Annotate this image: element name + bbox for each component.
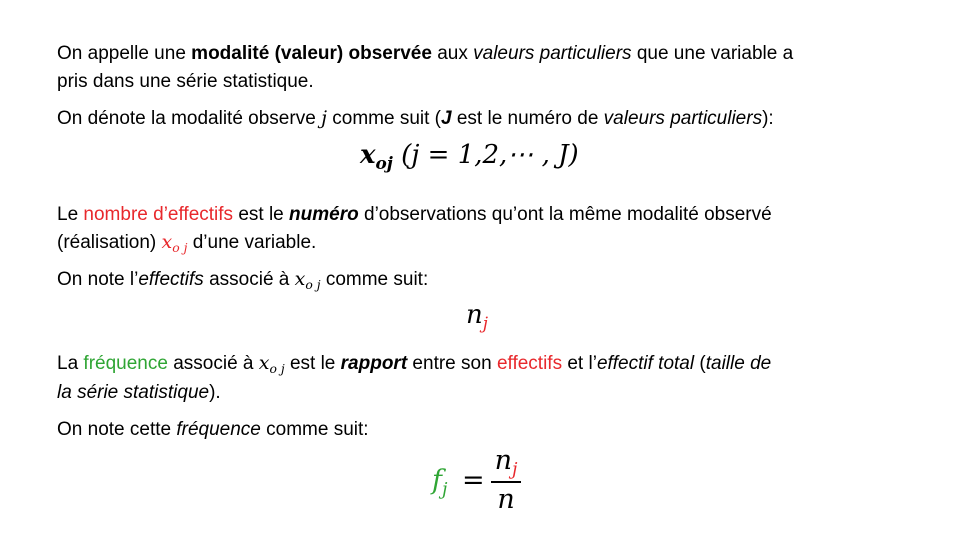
paragraph-note-effectifs	[57, 268, 428, 293]
text: entre son	[407, 353, 497, 374]
paragraph-effectifs-line2	[57, 231, 316, 256]
term-italic: taille de	[705, 353, 772, 374]
term-italic: valeurs particuliers	[473, 43, 632, 64]
text: pris dans une série statistique.	[57, 71, 314, 92]
paragraph-note-frequence	[57, 418, 369, 441]
formula-fj	[432, 444, 521, 517]
paragraph-frequence-line1	[57, 352, 771, 377]
math-x: x	[161, 231, 173, 253]
math-subscript: j	[512, 460, 518, 481]
text: est le	[284, 353, 341, 374]
term-red: effectifs	[496, 353, 563, 374]
formula-xoj	[360, 140, 579, 173]
math-n: n	[497, 484, 515, 515]
text: associé à	[203, 269, 295, 290]
text: et l’	[562, 353, 597, 374]
paragraph-definition-line1	[57, 42, 793, 65]
term-bold-italic: rapport	[340, 353, 408, 374]
math-subscript: o j	[305, 278, 321, 293]
term-italic: valeurs particuliers	[603, 108, 763, 129]
text: comme suit:	[260, 419, 369, 440]
text: Le	[57, 204, 84, 225]
text: d’observations qu’ont la même modalité observé	[358, 204, 772, 225]
fraction	[491, 444, 522, 517]
term-italic: la série statistique	[57, 382, 210, 403]
term-italic: fréquence	[176, 419, 261, 440]
text: On appelle une	[57, 43, 192, 64]
term-red: nombre d’effectifs	[83, 204, 234, 225]
equals-sign: =	[462, 465, 485, 496]
math-subscript: o j	[172, 241, 188, 256]
term-italic: effectifs	[138, 269, 204, 290]
math-x: x	[360, 140, 376, 170]
math-subscript: j	[482, 312, 488, 333]
math-range: (j = 1,2,⋯ , J)	[392, 140, 579, 170]
math-x: x	[294, 268, 306, 290]
paragraph-effectifs-line1	[57, 203, 772, 226]
text: est le numéro de	[451, 108, 604, 129]
text: associé à	[167, 353, 259, 374]
math-subscript: j	[442, 480, 448, 501]
paragraph-definition-line2	[57, 70, 314, 93]
math-j: j	[321, 107, 327, 129]
math-subscript: o j	[269, 362, 285, 377]
math-f: f	[432, 465, 442, 496]
fraction-numerator	[491, 444, 522, 483]
text: On note l’	[57, 269, 139, 290]
math-x: x	[258, 352, 270, 374]
text: On note cette	[57, 419, 177, 440]
text: comme suit (	[326, 108, 441, 129]
paragraph-frequence-line2	[57, 381, 221, 404]
text: aux	[431, 43, 474, 64]
math-J: J	[441, 108, 452, 129]
term-green: fréquence	[83, 353, 168, 374]
text: ):	[762, 108, 774, 129]
text: d’une variable.	[187, 232, 317, 253]
text: (	[694, 353, 706, 374]
term-bold-italic: numéro	[289, 204, 359, 225]
term-bold: modalité (valeur) observée	[191, 43, 432, 64]
paragraph-notation	[57, 107, 774, 130]
text: La	[57, 353, 84, 374]
math-n: n	[494, 445, 513, 476]
fraction-denominator	[491, 483, 522, 517]
text: est le	[233, 204, 290, 225]
text: (réalisation)	[57, 232, 162, 253]
math-n: n	[466, 300, 483, 330]
text: que une variable a	[631, 43, 794, 64]
term-italic: effectif total	[596, 353, 695, 374]
math-subscript: oj	[375, 152, 393, 173]
text: On dénote la modalité observe	[57, 108, 322, 129]
formula-nj	[466, 300, 488, 333]
text: ).	[209, 382, 221, 403]
text: comme suit:	[320, 269, 429, 290]
